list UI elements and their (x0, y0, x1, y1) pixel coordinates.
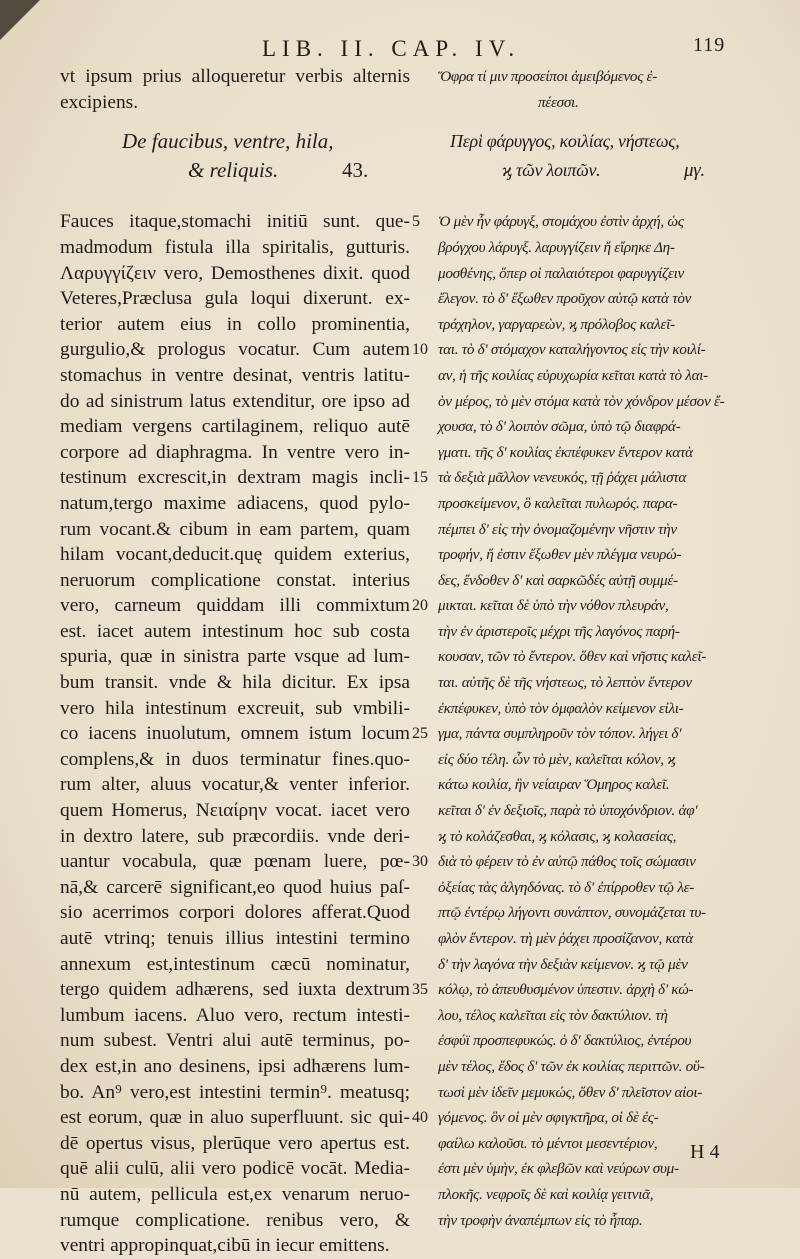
greek-body-text (438, 209, 728, 1233)
latin-text-line: nū autem, pellicula est,ex venarum neruo- (60, 1183, 410, 1205)
greek-text-line: πλοκῆς. νεφροῖς δὲ καὶ κοιλίᾳ γειτνιᾶ, (438, 1185, 654, 1203)
greek-text-line: κουσαν, τῶν τὸ ἔντερον. ὅθεν καὶ νῆστις καλεῖ- (438, 648, 707, 666)
greek-text-line: λου, τέλος καλεῖται εἰς τὸν δακτύλιον. τὴ (438, 1006, 668, 1024)
greek-text-line: τράχηλον, γαργαρεὼν, ϗ πρόλοβος καλεῖ- (438, 315, 675, 333)
greek-text-line: μὲν τέλος, ἕδος δ' τῶν ἐκ κοιλίας περιττῶν. οὕ- (438, 1057, 705, 1075)
greek-text-line: προσκείμενον, ὃ καλεῖται πυλωρός. παρα- (438, 494, 678, 512)
latin-text-line: bum transit. vnde & hila dicitur. Ex ipsa (60, 672, 410, 694)
greek-text-line: κάτω κοιλία, ἣν νείαιραν Ὅμηρος καλεῖ. (438, 776, 670, 794)
greek-section-number: μγ. (684, 159, 705, 181)
greek-chapter-heading: Περὶ φάρυγγος, κοιλίας, νήστεως, (450, 131, 680, 152)
latin-text-line: est eorum, quæ in aluo superfluunt. sic qui- (60, 1107, 410, 1129)
latin-text-line: mediam vergens cartilaginem, reliquo autē (60, 416, 410, 438)
greek-text-line: χουσα, τὸ δ' λοιπὸν σῶμα, ὑπὸ τῷ διαφρά- (438, 418, 681, 436)
signature-mark: H 4 (690, 1141, 720, 1163)
latin-column (60, 64, 410, 1259)
greek-text-line: φαίλω καλοῦσι. τὸ μέντοι μεσεντέριον, (438, 1134, 658, 1152)
latin-text-line: hilam vocant,deducit.quę quidem exterius, (60, 544, 410, 566)
greek-intro-line: Ὅφρα τί μιν προσείποι ἀμειβόμενος ἐ- (438, 68, 657, 85)
latin-intro-line: excipiens. (60, 91, 139, 113)
latin-text-line: testinum excrescit,in dextram magis incli- (60, 467, 410, 489)
greek-text-line: τωσὶ μὲν ἰδεῖν μεμυκώς, ὅθεν δ' πλεῖστον αἰοι- (438, 1083, 703, 1101)
latin-text-line: uantur vocabula, quæ pœnam luere, pœ- (60, 851, 410, 873)
line-number: 5 (412, 213, 420, 230)
latin-text-line: lumbum iacens. Aluo vero, rectum intesti- (60, 1004, 410, 1026)
greek-text-line: φλὸν ἔντερον. τὴ μὲν ῥάχει προσίζανον, κατὰ (438, 930, 693, 947)
latin-text-line: co iacens inuolutum, omnem istum locum (60, 723, 410, 745)
latin-text-line: Fauces itaque,stomachi initiū sunt. que- (60, 211, 410, 233)
latin-body-text (60, 209, 410, 1258)
latin-text-line: bo. An⁹ vero,est intestini termin⁹. meatusq; (60, 1081, 410, 1103)
latin-text-line: complens,& in duos terminatur fines.quo- (60, 748, 410, 770)
greek-text-line: ἐστι μὲν ὑμὴν, ἐκ φλεβῶν καὶ νεύρων συμ- (438, 1160, 679, 1178)
latin-text-line: dē opertus visus, plerūque vero apertus est. (60, 1132, 410, 1154)
latin-text-line: corpore ad diaphragma. In ventre vero in- (60, 441, 410, 463)
page-corner-shadow (0, 0, 40, 40)
greek-text-line: γμα, πάντα συμπληροῦν τὸν τόπον. λήγει δ' (438, 725, 682, 743)
greek-text-line: βρόγχου λάρυγξ. λαρυγγίζειν ἤ εἴρηκε Δη- (438, 238, 675, 256)
latin-text-line: dex est,in ano desinens, ipsi adhærens lum- (60, 1055, 410, 1077)
greek-text-line: Ὁ μὲν ἦν φάρυγξ, στομάχου ἐστὶν ἀρχή, ὡς (438, 213, 684, 231)
greek-heading-line: ϗ τῶν λοιπῶν. (502, 159, 601, 180)
greek-text-line: διὰ τὸ φέρειν τὸ ἐν αὐτῷ πάθος τοῖς σώμασιν (438, 853, 696, 871)
line-number: 25 (412, 725, 428, 742)
latin-text-line: vero, carneum quiddam illi commixtum (60, 595, 410, 617)
greek-chapter-heading (438, 158, 728, 184)
greek-text-line: τὴν τροφὴν ἀναπέμπων εἰς τὸ ἧπαρ. (438, 1211, 643, 1229)
latin-text-line: rum vocant.& cibum in eam partem, quam (60, 518, 410, 540)
latin-text-line: rum alter, aluus vocatur,& venter inferior. (60, 774, 410, 796)
latin-text-line: tergo quidem adhærens, sed iuxta dextrum (60, 979, 410, 1001)
page-number: 119 (693, 34, 726, 56)
latin-text-line: Λαρυγγίζειν vero, Demosthenes dixit. quod (60, 262, 410, 284)
latin-intro-line: vt ipsum prius alloqueretur verbis alternis (60, 66, 410, 87)
greek-text-line: ὸν μέρος, τὸ μὲν στόμα κατὰ τὸν χόνδρον μέσον ἔ- (438, 392, 725, 410)
greek-text-line: ἐσφύϊ προσπεφυκώς. ὁ δ' δακτύλιος, ἐντέρου (438, 1032, 692, 1050)
latin-text-line: sio acerrimos corpori dolores afferat.Quod (60, 902, 410, 924)
greek-text-line: μοσθένης, ὅπερ οἱ παλαιότεροι φαρυγγίζειν (438, 264, 684, 282)
latin-text-line: do ad sinistrum latus extenditur, ore ipso ad (60, 390, 410, 412)
latin-text-line: Veteres,Præclusa gula loqui dixerunt. ex- (60, 288, 410, 310)
latin-text-line: ventri appropinquat,cibū in iecur emittens. (60, 1235, 390, 1257)
greek-text-line: ται. τὸ δ' στόμαχον καταλήγοντος εἰς τὴν κοιλί- (438, 341, 706, 359)
latin-text-line: vero hila intestinum excreuit, sub vmbili- (60, 697, 410, 719)
latin-text-line: neruorum complicatione constat. interius (60, 569, 410, 591)
greek-text-line: τὴν ἐν ἀριστεροῖς μέχρι τῆς λαγόνος παρή- (438, 622, 680, 640)
greek-text-line: ϗ τὸ κολάζεσθαι, ϗ κόλασις, ϗ κολασείας, (438, 827, 677, 845)
greek-text-line: ὀξείας τὰς ἀλγηδόνας. τὸ δ' ἐπίρροθεν τῷ λε- (438, 878, 695, 896)
line-number: 20 (412, 597, 428, 614)
latin-text-line: in dextro latere, sub præcordiis. vnde deri- (60, 825, 410, 847)
line-number: 30 (412, 853, 428, 870)
greek-text-line: γματι. τῆς δ' κοιλίας ἐκπέφυκεν ἔντερον κατὰ (438, 443, 693, 461)
greek-text-line: εἰς δύο τέλη. ὧν τὸ μὲν, καλεῖται κόλον, ϗ (438, 750, 676, 768)
latin-text-line: num subest. Ventri alui autē terminus, po- (60, 1030, 410, 1052)
greek-text-line: ἔλεγον. τὸ δ' ἔξωθεν προῦχον αὐτῷ κατὰ τὸν (438, 290, 692, 308)
latin-text-line: gurgulio,& prologus vocatur. Cum autem (60, 339, 410, 361)
greek-intro-line: πέεσσι. (538, 93, 579, 111)
running-head: LIB. II. CAP. IV. (262, 36, 521, 61)
latin-text-line: terior autem eius in collo prominentia, (60, 313, 410, 335)
latin-text-line: madmodum fistula illa spiritalis, gutturis. (60, 236, 410, 258)
latin-text-line: spuria, quæ in sinistra parte vsque ad lum- (60, 646, 410, 668)
greek-text-line: τροφήν, ἥ ἐστιν ἔξωθεν μὲν πλέγμα νευρώ- (438, 546, 682, 564)
latin-text-line: natum,tergo maxime adiacens, quod pylo- (60, 492, 410, 514)
greek-text-line: μικται. κεῖται δὲ ὑπὸ τὴν νόθον πλευράν, (438, 597, 669, 615)
greek-text-line: κόλῳ, τὸ ἀπευθυσμένον ὑπεστιν. ἀρχὴ δ' κώ- (438, 981, 694, 999)
latin-text-line: quem Homerus, Νειαίρην vocat. iacet vero (60, 800, 410, 822)
latin-text-line: rumque complicatione. renibus vero, & (60, 1209, 410, 1231)
latin-text-line: autē vtrinq; tenuis illius intestini termino (60, 928, 410, 949)
greek-text-line: κεῖται δ' ἐν δεξιοῖς, παρὰ τὸ ὑποχόνδριον. ἀφ' (438, 802, 698, 820)
latin-section-number: 43. (342, 157, 369, 182)
greek-text-line: αν, ἡ τῆς κοιλίας εὐρυχωρία κεῖται κατὰ τὸ λαι- (438, 366, 708, 384)
line-number: 35 (412, 981, 428, 998)
greek-text-line: δες, ἔνδοθεν δ' καὶ σαρκῶδές αὐτῇ συμμέ- (438, 571, 678, 589)
greek-text-line: γόμενος. ὃν οἱ μὲν σφιγκτῆρα, οἱ δὲ ἐς- (438, 1109, 659, 1127)
greek-text-line: δ' τὴν λαγόνα τὴν δεξιὰν κείμενον. ϗ τῷ μὲν (438, 955, 688, 973)
latin-heading-line: & reliquis. (188, 157, 279, 182)
greek-text-line: τὰ δεξιὰ μᾶλλον νενευκός, τῇ ῥάχει μάλιστα (438, 469, 687, 487)
latin-text-line: stomachus in ventre desinat, ventris latitu- (60, 364, 410, 386)
line-number: 10 (412, 341, 428, 358)
greek-text-line: ται. αὐτῆς δὲ τῆς νήστεως, τὸ λεπτὸν ἔντερον (438, 674, 692, 692)
latin-chapter-heading (60, 158, 410, 184)
greek-column (438, 64, 728, 1233)
latin-chapter-heading: De faucibus, ventre, hila, (122, 129, 334, 154)
line-number: 40 (412, 1109, 428, 1126)
greek-text-line: ἐκπέφυκεν, ὑπὸ τὸν ὀμφαλὸν κείμενον εἰλι- (438, 699, 684, 717)
greek-text-line: πέμπει δ' εἰς τὴν ὀνομαζομένην νῆστιν τὴν (438, 520, 677, 538)
latin-text-line: quē alii culū, alii vero podicē vocāt. Media- (60, 1158, 410, 1180)
greek-text-line: πτῷ ἐντέρῳ λήγοντι συνάπτον, συνομάζεται τυ- (438, 904, 706, 922)
latin-text-line: est. iacet autem intestinum hoc sub costa (60, 620, 410, 642)
line-number: 15 (412, 469, 428, 486)
latin-text-line: annexum est,intestinum cæcū nominatur, (60, 953, 410, 975)
latin-text-line: nā,& carcerē significant,eo quod huius paſ- (60, 876, 410, 898)
